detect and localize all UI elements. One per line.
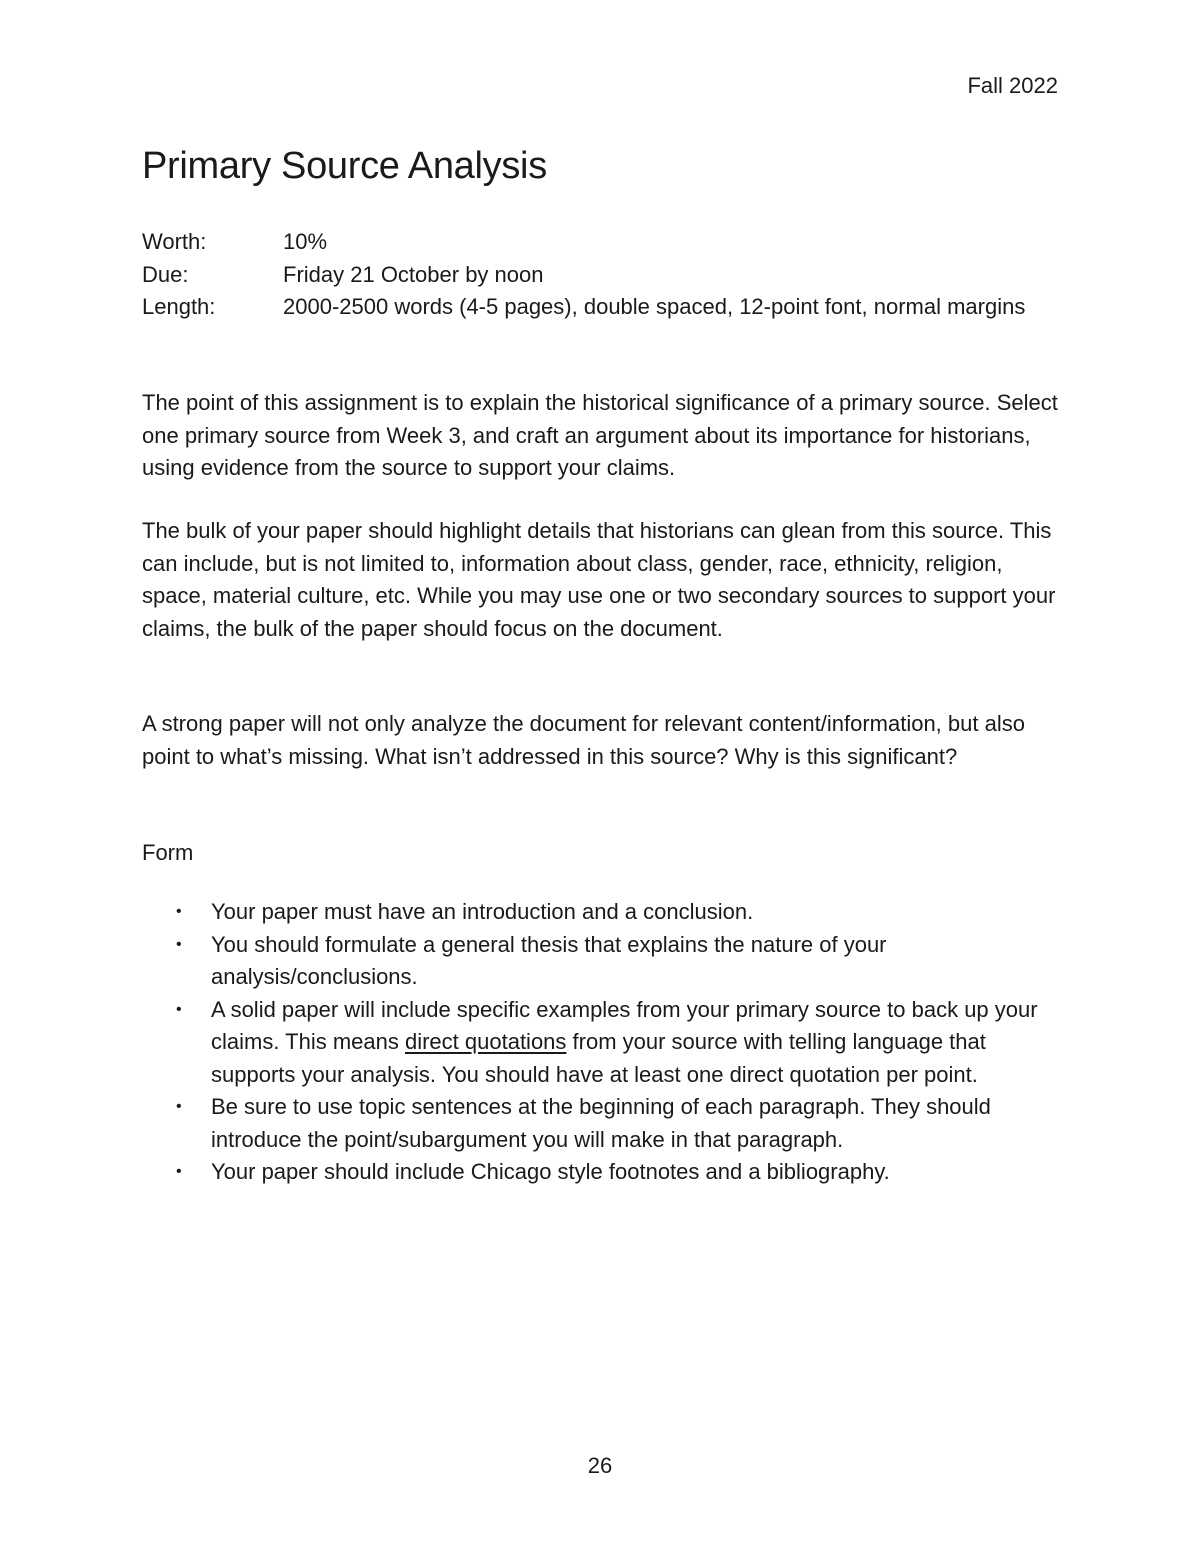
worth-row — [142, 226, 1058, 259]
term-header: Fall 2022 — [967, 73, 1058, 98]
worth-label: Worth: — [142, 229, 207, 254]
worth-value: 10% — [283, 229, 328, 254]
due-row — [142, 259, 1058, 292]
list-item — [142, 929, 1062, 994]
bullet-icon: • — [176, 1163, 182, 1180]
bullet-icon: • — [176, 1098, 182, 1115]
assignment-details — [142, 226, 1058, 324]
list-item — [142, 1156, 1062, 1189]
list-item — [142, 896, 1062, 929]
underlined-phrase: direct quotations — [404, 1029, 567, 1054]
length-row — [142, 291, 1058, 324]
list-item-text-before: A solid paper will include specific examples from your primary source to back up your claims. This means — [211, 996, 1038, 1054]
bullet-icon: • — [176, 1000, 182, 1018]
bullet-icon: • — [176, 903, 182, 920]
list-item — [142, 1091, 1062, 1156]
list-item-text: Be sure to use topic sentences at the beginning of each paragraph. They should introduce the point/subargument you will make in that paragraph. — [211, 1094, 991, 1152]
bullet-icon: • — [176, 935, 182, 953]
length-value: 2000-2500 words (4-5 pages), double spaced, 12-point font, normal margins — [283, 294, 1026, 319]
list-item-text-after: from your source with telling language that supports your analysis. You should have at least one direct quotation per point. — [211, 1029, 986, 1087]
paragraph-content: The bulk of your paper should highlight details that historians can glean from this source. This can include, but is not limited to, information about class, gender, race, ethnicity, religion, space, material culture, etc. While you may use one or two secondary sources to support your claims, the bulk of the paper should focus on the document. — [142, 518, 1056, 641]
paragraph-purpose: The point of this assignment is to explain the historical significance of a primary source. Select one primary source from Week 3, and craft an argument about its importance for historians, using evidence from the source to support your claims. — [142, 390, 1058, 480]
form-heading: Form — [142, 840, 194, 865]
due-label: Due: — [142, 261, 189, 287]
paragraph-missing: A strong paper will not only analyze the document for relevant content/information, but also point to what’s missing. What isn’t addressed in this source? Why is this significant? — [142, 711, 1025, 769]
list-item-text: You should formulate a general thesis that explains the nature of your analysis/conclusions. — [211, 931, 887, 989]
list-item — [142, 994, 1062, 1092]
list-item-text: Your paper should include Chicago style footnotes and a bibliography. — [211, 1159, 890, 1184]
due-value: Friday 21 October by noon — [283, 261, 544, 287]
list-item-text: Your paper must have an introduction and a conclusion. — [211, 899, 754, 924]
page-title: Primary Source Analysis — [142, 145, 547, 187]
length-label: Length: — [142, 294, 216, 319]
page-number: 26 — [587, 1453, 613, 1478]
form-requirements-list — [142, 896, 1062, 1189]
